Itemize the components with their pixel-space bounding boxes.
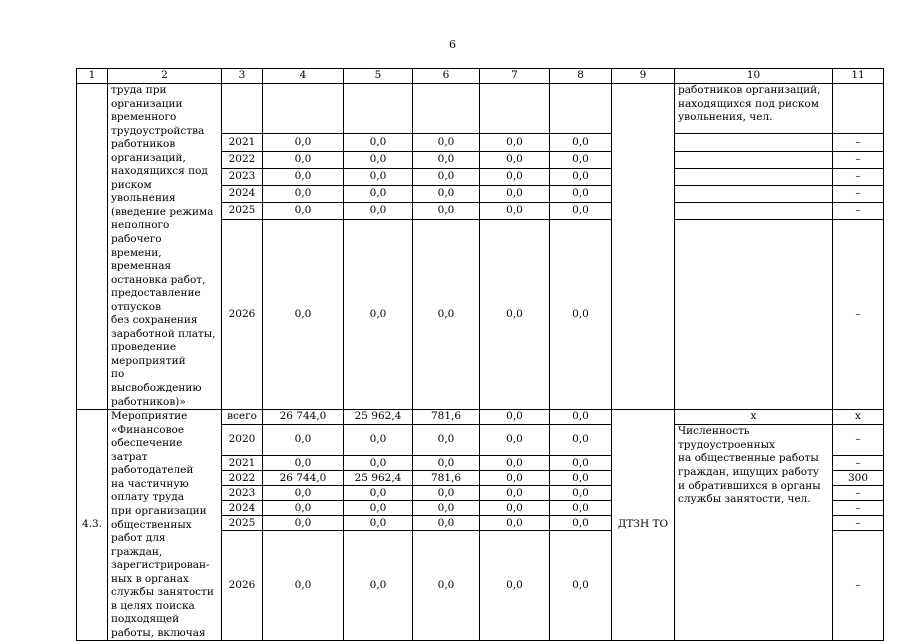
measure-name-line: организации	[111, 97, 183, 110]
empty-cell	[222, 84, 263, 134]
program-table	[76, 68, 884, 641]
value-cell: 25 962,4	[344, 471, 413, 486]
value-cell: 0,0	[413, 501, 480, 516]
target-value-cell: –	[833, 516, 884, 531]
value-cell: 0,0	[550, 501, 612, 516]
value-cell: 0,0	[550, 531, 612, 641]
year-cell: 2026	[222, 531, 263, 641]
value-cell: 0,0	[263, 134, 344, 151]
empty-cell	[675, 168, 833, 185]
measure-name-line: по высвобождению	[111, 368, 202, 395]
value-cell: 0,0	[480, 471, 550, 486]
value-cell: 0,0	[413, 531, 480, 641]
value-cell: 0,0	[344, 425, 413, 456]
value-cell: 0,0	[550, 425, 612, 456]
year-cell: 2025	[222, 516, 263, 531]
value-cell: 0,0	[263, 168, 344, 185]
value-cell: 0,0	[480, 151, 550, 168]
measure-name-line: организаций,	[111, 151, 186, 164]
measure-name-line: службы занятости	[111, 586, 214, 599]
measure-name-line: работ для граждан,	[111, 532, 166, 558]
executor-cell	[612, 84, 675, 410]
value-cell: 0,0	[480, 168, 550, 185]
year-cell: 2026	[222, 220, 263, 410]
value-cell: 0,0	[413, 151, 480, 168]
measure-name-line: заработной платы,	[111, 327, 216, 340]
value-cell: 0,0	[344, 486, 413, 501]
value-cell: 0,0	[263, 425, 344, 456]
measure-name-line: зарегистрирован-	[111, 559, 210, 572]
measure-name-line: общественных	[111, 518, 192, 531]
year-cell: 2024	[222, 185, 263, 202]
target-value-cell: –	[833, 501, 884, 516]
value-cell: 0,0	[263, 202, 344, 219]
value-cell: 0,0	[550, 220, 612, 410]
value-cell: 0,0	[480, 425, 550, 456]
value-cell: 0,0	[413, 168, 480, 185]
value-cell: 25 962,4	[344, 410, 413, 425]
measure-name-line: ных в органах	[111, 572, 189, 585]
col-header: 4	[263, 69, 344, 84]
target-value-cell: –	[833, 531, 884, 641]
measure-name-line: находящихся под	[111, 165, 208, 178]
value-cell: 0,0	[344, 202, 413, 219]
value-cell: 0,0	[550, 185, 612, 202]
indicator-cell: x	[675, 410, 833, 425]
measure-name-line: обеспечение затрат	[111, 437, 183, 463]
col-header: 8	[550, 69, 612, 84]
measure-name-line: подходящей	[111, 613, 180, 626]
indicator-line: работников организаций,	[678, 84, 821, 96]
year-cell: 2020	[222, 425, 263, 456]
measure-name-line: на частичную	[111, 477, 189, 490]
value-cell: 0,0	[263, 185, 344, 202]
measure-name-line: при организации	[111, 504, 207, 517]
value-cell: 0,0	[344, 220, 413, 410]
empty-cell	[675, 202, 833, 219]
year-cell: 2025	[222, 202, 263, 219]
year-cell: 2024	[222, 501, 263, 516]
value-cell: 0,0	[480, 220, 550, 410]
measure-name-line: предоставление	[111, 287, 201, 300]
col-header: 2	[108, 69, 222, 84]
value-cell: 0,0	[413, 425, 480, 456]
value-cell: 781,6	[413, 471, 480, 486]
value-cell: 0,0	[344, 185, 413, 202]
col-header: 10	[675, 69, 833, 84]
value-cell: 0,0	[480, 202, 550, 219]
year-cell: 2023	[222, 168, 263, 185]
value-cell: 0,0	[263, 501, 344, 516]
value-cell: 0,0	[480, 501, 550, 516]
value-cell: 0,0	[413, 202, 480, 219]
value-cell: 0,0	[480, 516, 550, 531]
value-cell: 0,0	[344, 134, 413, 151]
value-cell: 0,0	[480, 531, 550, 641]
measure-name-line: остановка работ,	[111, 273, 206, 286]
indicator-cell	[675, 84, 833, 134]
value-cell: 0,0	[263, 456, 344, 471]
executor-cell: ДТЗН ТО	[612, 410, 675, 641]
year-cell: всего	[222, 410, 263, 425]
value-cell: 781,6	[413, 410, 480, 425]
indicator-cell	[675, 425, 833, 641]
year-cell: 2023	[222, 486, 263, 501]
value-cell: 0,0	[550, 456, 612, 471]
measure-name-line: Мероприятие	[111, 410, 188, 423]
measure-name-line: риском увольнения	[111, 178, 176, 205]
value-cell: 0,0	[344, 501, 413, 516]
empty-cell	[263, 84, 344, 134]
value-cell: 0,0	[344, 516, 413, 531]
measure-name-line: мероприятий	[111, 354, 186, 367]
empty-cell	[344, 84, 413, 134]
measure-name-line: работников	[111, 138, 176, 151]
value-cell: 0,0	[480, 456, 550, 471]
value-cell: 26 744,0	[263, 471, 344, 486]
empty-cell	[833, 84, 884, 134]
value-cell: 0,0	[413, 516, 480, 531]
value-cell: 0,0	[344, 168, 413, 185]
item-number-cell	[77, 84, 108, 410]
col-header: 9	[612, 69, 675, 84]
measure-name-line: работодателей	[111, 464, 194, 477]
measure-name-line: труда при	[111, 84, 167, 96]
measure-name-line: оплату труда	[111, 491, 185, 504]
measure-name-cell	[108, 410, 222, 641]
measure-name-line: временного	[111, 111, 177, 124]
indicator-line: Численность	[678, 425, 750, 438]
value-cell: 0,0	[480, 185, 550, 202]
value-cell: 0,0	[413, 456, 480, 471]
value-cell: 0,0	[413, 185, 480, 202]
empty-cell	[675, 151, 833, 168]
value-cell: 0,0	[413, 134, 480, 151]
measure-name-line: работников)»	[111, 395, 186, 408]
measure-name-line: в целях поиска	[111, 599, 195, 612]
value-cell: 0,0	[344, 151, 413, 168]
empty-cell	[550, 84, 612, 134]
col-header: 3	[222, 69, 263, 84]
col-header: 1	[77, 69, 108, 84]
value-cell: 0,0	[344, 531, 413, 641]
target-value-cell: –	[833, 185, 884, 202]
target-value-cell: –	[833, 486, 884, 501]
indicator-line: службы занятости, чел.	[678, 493, 811, 506]
value-cell: 0,0	[480, 410, 550, 425]
col-header: 6	[413, 69, 480, 84]
value-cell: 0,0	[550, 202, 612, 219]
target-value-cell: –	[833, 202, 884, 219]
year-cell: 2022	[222, 151, 263, 168]
measure-name-cell	[108, 84, 222, 410]
target-value-cell: –	[833, 456, 884, 471]
measure-name-line: работы, включая	[111, 626, 206, 639]
value-cell: 0,0	[550, 168, 612, 185]
measure-name-line: трудоустройства	[111, 124, 205, 137]
target-value-cell: –	[833, 425, 884, 456]
value-cell: 0,0	[480, 486, 550, 501]
value-cell: 0,0	[550, 471, 612, 486]
empty-cell	[675, 134, 833, 151]
table-row	[77, 410, 884, 425]
year-cell: 2022	[222, 471, 263, 486]
year-cell: 2021	[222, 456, 263, 471]
value-cell: 0,0	[550, 516, 612, 531]
value-cell: 0,0	[263, 516, 344, 531]
value-cell: 0,0	[263, 151, 344, 168]
column-numbers-row	[77, 69, 884, 84]
indicator-line: на общественные работы	[678, 452, 819, 465]
empty-cell	[480, 84, 550, 134]
value-cell: 0,0	[413, 486, 480, 501]
target-value-cell: –	[833, 168, 884, 185]
measure-name-line: (введение режима	[111, 205, 214, 218]
target-value-cell: x	[833, 410, 884, 425]
measure-name-line: без сохранения	[111, 314, 198, 327]
value-cell: 0,0	[550, 134, 612, 151]
target-value-cell: 300	[833, 471, 884, 486]
col-header: 11	[833, 69, 884, 84]
indicator-line: находящихся под риском	[678, 97, 819, 110]
value-cell: 0,0	[263, 220, 344, 410]
value-cell: 0,0	[550, 151, 612, 168]
indicator-line: граждан, ищущих работу	[678, 465, 820, 478]
target-value-cell: –	[833, 134, 884, 151]
year-cell: 2021	[222, 134, 263, 151]
value-cell: 26 744,0	[263, 410, 344, 425]
value-cell: 0,0	[480, 134, 550, 151]
indicator-line: и обратившихся в органы	[678, 479, 821, 492]
value-cell: 0,0	[344, 456, 413, 471]
measure-name-line: времени, временная	[111, 246, 172, 273]
value-cell: 0,0	[550, 486, 612, 501]
empty-cell	[675, 220, 833, 410]
target-value-cell: –	[833, 220, 884, 410]
value-cell: 0,0	[550, 410, 612, 425]
empty-cell	[413, 84, 480, 134]
item-number-cell: 4.3.	[77, 410, 108, 641]
value-cell: 0,0	[263, 531, 344, 641]
empty-cell	[675, 185, 833, 202]
value-cell: 0,0	[413, 220, 480, 410]
col-header: 7	[480, 69, 550, 84]
measure-name-line: «Финансовое	[111, 423, 185, 436]
measure-name-line: неполного рабочего	[111, 219, 170, 246]
target-value-cell: –	[833, 151, 884, 168]
col-header: 5	[344, 69, 413, 84]
measure-name-line: проведение	[111, 341, 177, 354]
table-row	[77, 84, 884, 134]
value-cell: 0,0	[263, 486, 344, 501]
measure-name-line: отпусков	[111, 300, 161, 313]
indicator-line: трудоустроенных	[678, 438, 775, 451]
indicator-line: увольнения, чел.	[678, 111, 773, 124]
page-number: 6	[449, 38, 456, 51]
